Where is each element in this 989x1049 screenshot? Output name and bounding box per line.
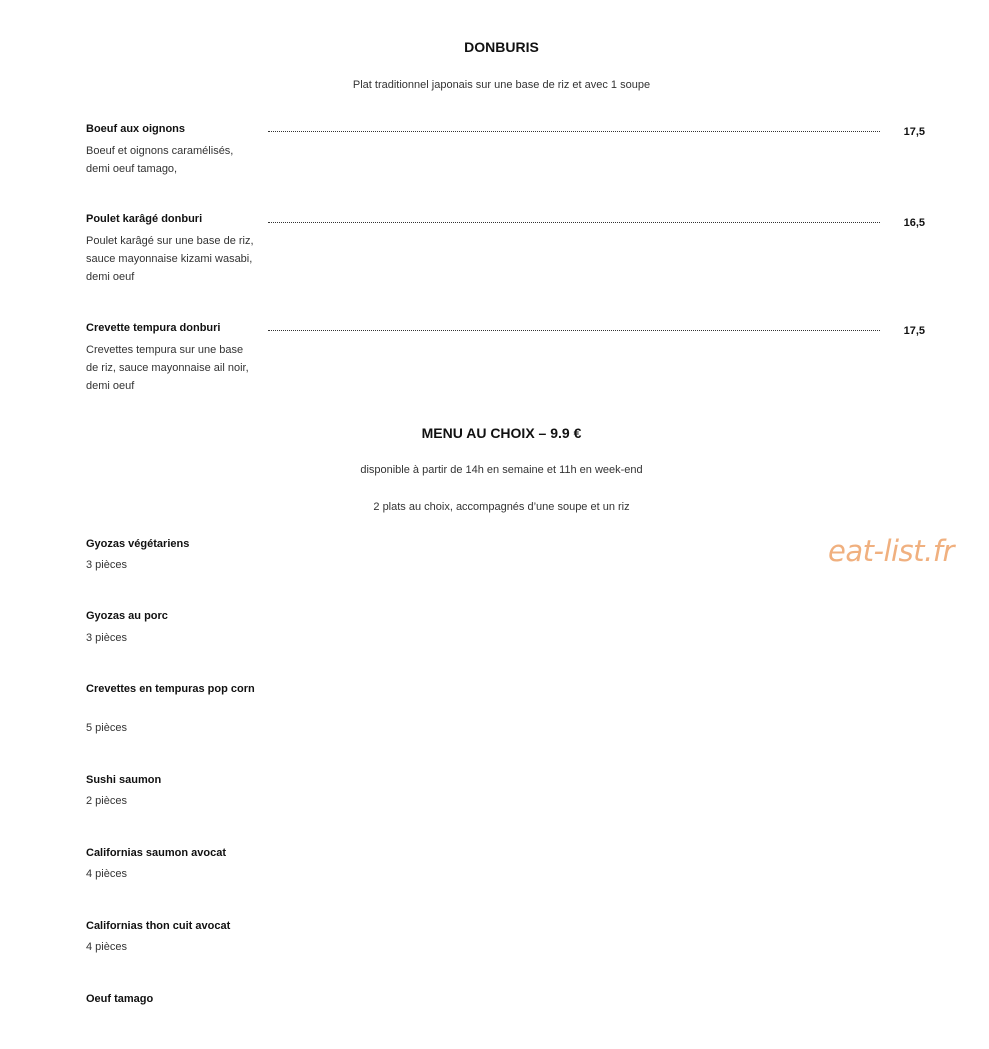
menu-item-price: 17,5 bbox=[903, 325, 925, 337]
menu-availability: disponible à partir de 14h en semaine et 11h en week-end bbox=[360, 464, 643, 476]
menu-item-price: 17,5 bbox=[903, 126, 925, 138]
menu-item-name: Gyozas végétariens bbox=[86, 538, 190, 550]
menu-au-choix-title: MENU AU CHOIX – 9.9 € bbox=[421, 425, 582, 441]
menu-note: 2 plats au choix, accompagnés d’une soupe et un riz bbox=[373, 501, 630, 513]
dotted-leader bbox=[268, 131, 880, 132]
menu-item-description: 4 pièces bbox=[86, 941, 127, 953]
menu-item-price: 16,5 bbox=[903, 217, 925, 229]
menu-item-name: Boeuf aux oignons bbox=[86, 123, 185, 135]
menu-item-name: Californias saumon avocat bbox=[86, 847, 226, 859]
menu-item-description: 4 pièces bbox=[86, 868, 127, 880]
watermark-text: eat-list.fr bbox=[828, 534, 954, 568]
dotted-leader bbox=[268, 330, 880, 331]
menu-item-description: 3 pièces bbox=[86, 632, 127, 644]
menu-item-name: Gyozas au porc bbox=[86, 610, 168, 622]
menu-item-name: Oeuf tamago bbox=[86, 993, 154, 1005]
menu-item-description: Crevettes tempura sur une base de riz, sauce mayonnaise ail noir, demi oeuf bbox=[86, 344, 249, 392]
menu-item-description: 5 pièces bbox=[86, 722, 127, 734]
donburis-title: DONBURIS bbox=[464, 39, 539, 55]
menu-item-description: 2 pièces bbox=[86, 795, 127, 807]
dotted-leader bbox=[268, 222, 880, 223]
menu-item-name: Californias thon cuit avocat bbox=[86, 920, 231, 932]
menu-item-name: Sushi saumon bbox=[86, 774, 162, 786]
menu-item-name: Crevette tempura donburi bbox=[86, 322, 221, 334]
menu-item-description: Poulet karâgé sur une base de riz, sauce mayonnaise kizami wasabi, demi oeuf bbox=[86, 235, 254, 283]
menu-item-description: Boeuf et oignons caramélisés, demi oeuf tamago, bbox=[86, 145, 234, 175]
menu-item-name: Crevettes en tempuras pop corn bbox=[86, 683, 255, 695]
menu-item-name: Poulet karâgé donburi bbox=[86, 213, 203, 225]
menu-item-description: 3 pièces bbox=[86, 559, 127, 571]
donburis-subtitle: Plat traditionnel japonais sur une base de riz et avec 1 soupe bbox=[352, 79, 651, 91]
